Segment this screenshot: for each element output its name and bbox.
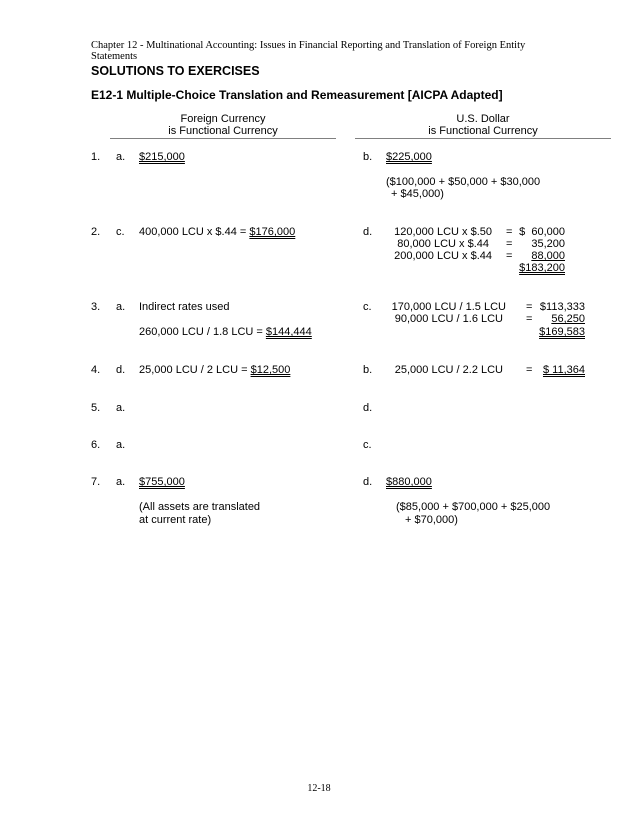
left-answer-calculation bbox=[139, 364, 290, 376]
right-answer-amount: $880,000 bbox=[386, 476, 432, 488]
right-column-header-line1: U.S. Dollar bbox=[456, 113, 510, 125]
left-answer-letter: a. bbox=[116, 151, 126, 163]
calc-row-2: 80,000 LCU x $.44 bbox=[397, 238, 489, 250]
calc-row-3-value: 88,000 bbox=[531, 250, 565, 262]
calc-row-2-equals: = bbox=[506, 238, 513, 250]
right-answer-letter: d. bbox=[363, 226, 373, 238]
page-number: 12-18 bbox=[307, 783, 331, 794]
calc-row-3: 200,000 LCU x $.44 bbox=[394, 250, 492, 262]
right-answer-letter: b. bbox=[363, 151, 373, 163]
calc-row-3-equals: = bbox=[506, 250, 513, 262]
question-number: 3. bbox=[91, 301, 101, 313]
calc-row-1-equals: = bbox=[506, 226, 513, 238]
question-number: 7. bbox=[91, 476, 101, 488]
right-answer-letter: d. bbox=[363, 402, 373, 414]
left-answer-letter: a. bbox=[116, 439, 126, 451]
exercise-title: E12-1 Multiple-Choice Translation and Remeasurement [AICPA Adapted] bbox=[91, 88, 503, 102]
left-answer-amount: $144,444 bbox=[265, 326, 312, 338]
question-number: 6. bbox=[91, 439, 101, 451]
left-column-rule bbox=[110, 138, 336, 139]
right-answer-amount: $225,000 bbox=[386, 151, 432, 163]
left-column-header-line2: is Functional Currency bbox=[168, 125, 278, 137]
left-answer-calculation bbox=[139, 326, 312, 338]
right-column-rule bbox=[355, 138, 611, 139]
left-answer-text: 400,000 LCU x $.44 = bbox=[139, 226, 250, 238]
left-answer-calculation bbox=[139, 226, 295, 238]
right-answer-note: ($85,000 + $700,000 + $25,000 bbox=[396, 501, 551, 513]
left-answer-note: (All assets are translated bbox=[139, 501, 261, 513]
right-answer-note: + $70,000) bbox=[405, 514, 458, 526]
question-number: 1. bbox=[91, 151, 101, 163]
calc-row-1-value: $ 60,000 bbox=[519, 226, 565, 238]
right-answer-note: ($100,000 + $50,000 + $30,000 bbox=[386, 176, 541, 188]
right-answer-letter: c. bbox=[363, 439, 372, 451]
question-number: 5. bbox=[91, 402, 101, 414]
right-column-header-line2: is Functional Currency bbox=[428, 125, 538, 137]
calc-row-1-equals: = bbox=[526, 301, 533, 313]
chapter-header: Chapter 12 - Multinational Accounting: Issues in Financial Reporting and Translation of Foreign Entity Statements bbox=[91, 40, 526, 62]
right-answer-letter: d. bbox=[363, 476, 373, 488]
left-answer-text: Indirect rates used bbox=[139, 301, 230, 313]
question-number: 4. bbox=[91, 364, 101, 376]
right-answer-amount: $ 11,364 bbox=[542, 364, 585, 376]
left-answer-text: 260,000 LCU / 1.8 LCU = bbox=[139, 326, 266, 338]
question-number: 2. bbox=[91, 226, 101, 238]
left-answer-note: at current rate) bbox=[139, 514, 212, 526]
left-answer-amount: $755,000 bbox=[139, 476, 185, 488]
section-title: SOLUTIONS TO EXERCISES bbox=[91, 64, 260, 78]
calc-row-1: 170,000 LCU / 1.5 LCU bbox=[391, 301, 506, 313]
right-answer-note: + $45,000) bbox=[388, 188, 444, 200]
left-answer-amount: $176,000 bbox=[249, 226, 296, 238]
left-answer-letter: d. bbox=[116, 364, 126, 376]
left-answer-amount: $215,000 bbox=[139, 151, 185, 163]
left-answer-letter: a. bbox=[116, 402, 126, 414]
left-answer-letter: a. bbox=[116, 476, 126, 488]
left-column-header-line1: Foreign Currency bbox=[180, 113, 266, 125]
calc-row-1: 120,000 LCU x $.50 bbox=[394, 226, 492, 238]
calc-row-2: 90,000 LCU / 1.6 LCU bbox=[394, 313, 503, 325]
left-answer-letter: a. bbox=[116, 301, 126, 313]
right-answer-letter: b. bbox=[363, 364, 373, 376]
calc-row-2-value: 56,250 bbox=[551, 313, 585, 325]
calc-total: $169,583 bbox=[539, 326, 585, 338]
left-answer-text: 25,000 LCU / 2 LCU = bbox=[139, 364, 251, 376]
calc-total: $183,200 bbox=[519, 262, 565, 274]
right-answer-calculation: 25,000 LCU / 2.2 LCU bbox=[394, 364, 503, 376]
right-answer-equals: = bbox=[526, 364, 533, 376]
left-answer-letter: c. bbox=[116, 226, 125, 238]
calc-row-2-value: 35,200 bbox=[531, 238, 565, 250]
right-answer-letter: c. bbox=[363, 301, 372, 313]
calc-row-1-value: $113,333 bbox=[539, 301, 585, 313]
calc-row-2-equals: = bbox=[526, 313, 533, 325]
left-answer-amount: $12,500 bbox=[250, 364, 291, 376]
